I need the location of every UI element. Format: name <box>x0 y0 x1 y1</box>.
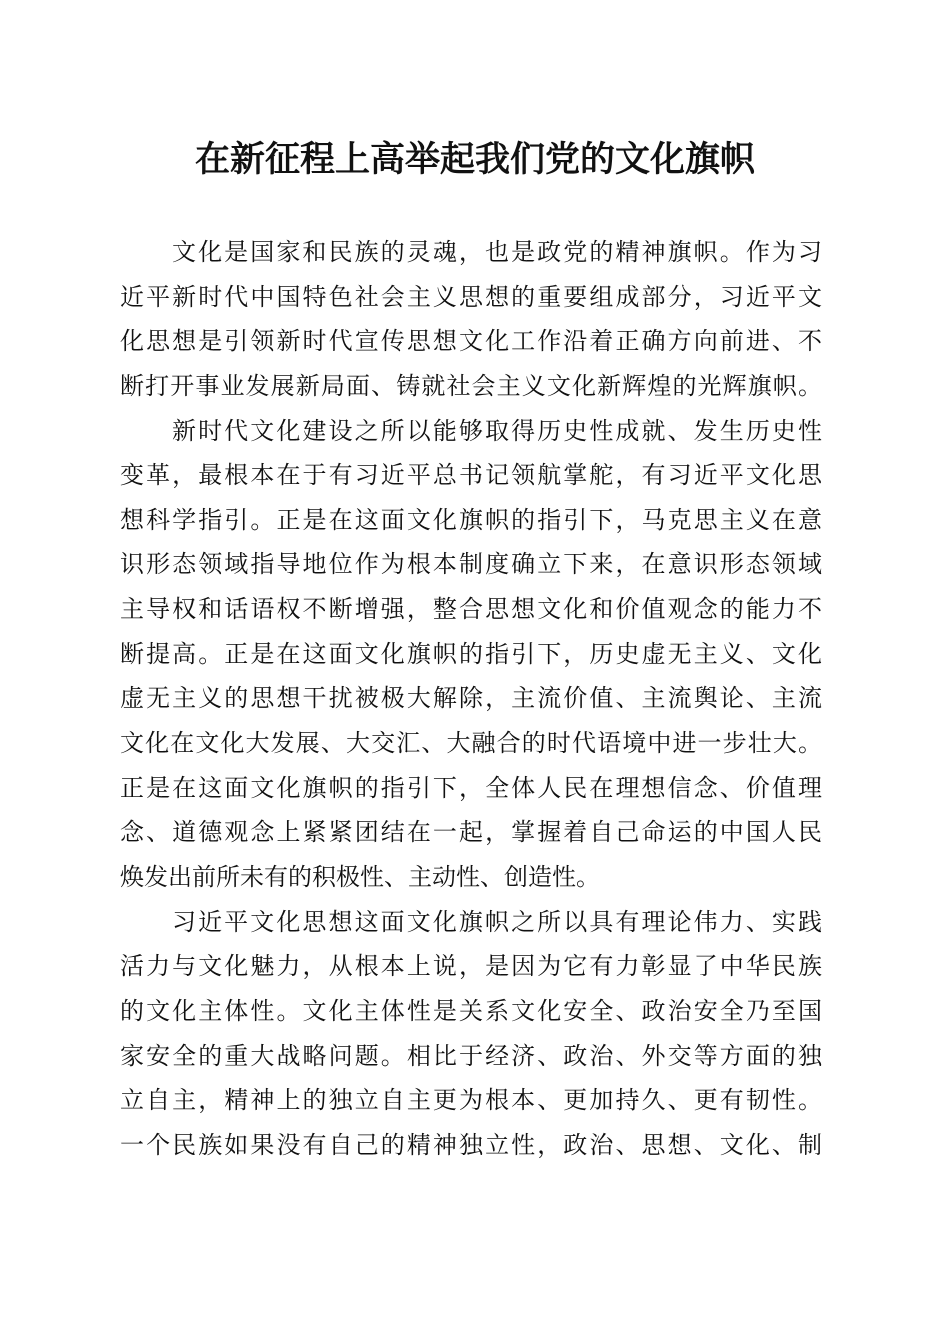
text-line: 习近平文化思想这面文化旗帜之所以具有理论伟力、实践 <box>172 909 822 936</box>
text-line: 正是在这面文化旗帜的指引下，全体人民在理想信念、价值理 <box>120 775 822 802</box>
text-line: 立自主，精神上的独立自主更为根本、更加持久、更有韧性。 <box>120 1088 822 1115</box>
text-line: 断提高。正是在这面文化旗帜的指引下，历史虚无主义、文化 <box>120 641 822 668</box>
paragraph-2 <box>120 410 822 901</box>
text-line: 识形态领域指导地位作为根本制度确立下来，在意识形态领域 <box>120 552 822 579</box>
text-line: 文化在文化大发展、大交汇、大融合的时代语境中进一步壮大。 <box>120 731 822 758</box>
paragraph-1 <box>120 231 822 410</box>
text-line: 主导权和话语权不断增强，整合思想文化和价值观念的能力不 <box>120 597 822 624</box>
text-line: 新时代文化建设之所以能够取得历史性成就、发生历史性 <box>172 418 822 445</box>
text-line: 的文化主体性。文化主体性是关系文化安全、政治安全乃至国 <box>120 998 822 1025</box>
text-line: 变革，最根本在于有习近平总书记领航掌舵，有习近平文化思 <box>120 463 822 490</box>
document-body <box>120 231 822 1168</box>
text-line: 想科学指引。正是在这面文化旗帜的指引下，马克思主义在意 <box>120 507 822 534</box>
text-line: 虚无主义的思想干扰被极大解除，主流价值、主流舆论、主流 <box>120 686 822 713</box>
text-line: 念、道德观念上紧紧团结在一起，掌握着自己命运的中国人民 <box>120 820 822 847</box>
text-line: 化思想是引领新时代宣传思想文化工作沿着正确方向前进、不 <box>120 329 822 356</box>
text-line: 焕发出前所未有的积极性、主动性、创造性。 <box>120 864 600 891</box>
text-line: 文化是国家和民族的灵魂，也是政党的精神旗帜。作为习 <box>172 240 822 266</box>
text-line: 近平新时代中国特色社会主义思想的重要组成部分，习近平文 <box>120 284 822 311</box>
text-line: 活力与文化魅力，从根本上说，是因为它有力彰显了中华民族 <box>120 954 822 981</box>
text-line: 一个民族如果没有自己的精神独立性，政治、思想、文化、制 <box>120 1132 822 1159</box>
text-line: 家安全的重大战略问题。相比于经济、政治、外交等方面的独 <box>120 1043 822 1070</box>
paragraph-3 <box>120 901 822 1169</box>
document-title: 在新征程上高举起我们党的文化旗帜 <box>194 140 755 179</box>
text-line: 断打开事业发展新局面、铸就社会主义文化新辉煌的光辉旗帜。 <box>120 373 822 400</box>
